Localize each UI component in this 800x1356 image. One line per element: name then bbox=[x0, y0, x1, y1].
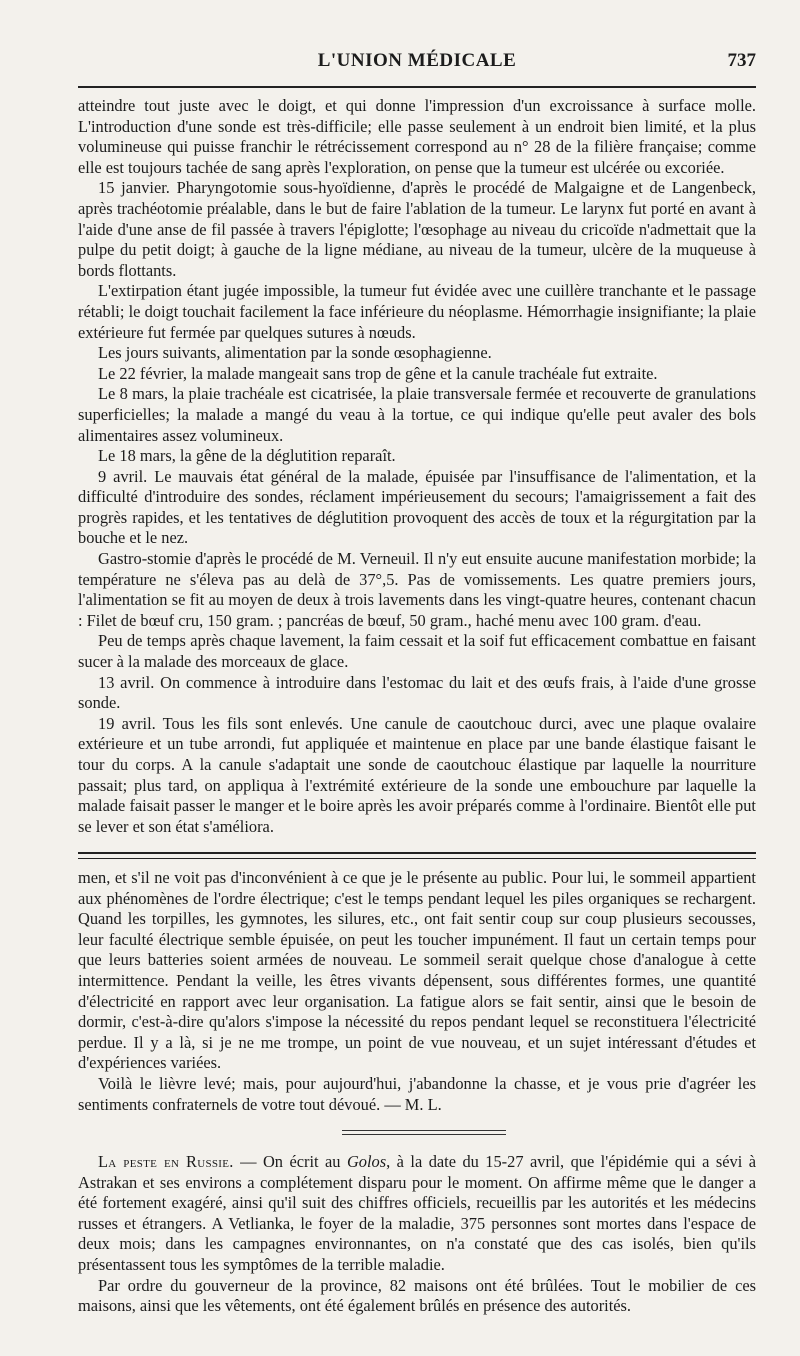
newspaper-name: Golos bbox=[346, 1152, 387, 1171]
feuilleton-paragraph: Voilà le lièvre levé; mais, pour aujourd'hui, j'abandonne la chasse, et je vous prie d'agréer les sentiments confraternels de votre tout dévoué. — M. L. bbox=[78, 1073, 756, 1114]
case-paragraph: Le 18 mars, la gêne de la déglutition reparaît. bbox=[98, 446, 396, 466]
case-paragraph: 19 avril. Tous les fils sont enlevés. Une canule de caoutchouc durci, avec une plaque ovalaire extérieure et un tube arrondi, fut appliquée et maintenue en place par une bande élastique faisant le tour du corps. A la canule s'adaptait une sonde de caoutchouc élastique par laquelle la nourriture passait; plus tard, on appliqua à l'extrémité extérieure de la sonde une embouchure par laquelle la malade faisait passer le manger et le boire après les avoir préparés comme à l'ordinaire. Bientôt elle put se lever et son état s'améliora. bbox=[78, 713, 756, 836]
plague-text: , à la date du 15-27 avril, que l'épidémie qui a sévi à Astrakan et ses environs a complétement disparu pour le moment. On affirme même que le danger a été fortement exagéré, ainsi qu'il suit des chiffres officiels, recueillis par les autorités et les médecins russes et étrangers. A Vetlianka, le foyer de la maladie, 375 personnes sont mortes dans l'espace de deux mois; dans les campagnes environnantes, on n'a constaté que des cas isolés, bien qu'ils présentassent tous les symptômes de la terrible maladie. bbox=[78, 1152, 756, 1274]
case-paragraph: L'extirpation étant jugée impossible, la tumeur fut évidée avec une cuillère tranchante et le passage rétabli; le doigt touchait facilement la face inférieure du néoplasme. Hémorrhagie insignifiante; la plaie extérieure fut fermée par quelques sutures à nœuds. bbox=[78, 281, 756, 342]
feuilleton-paragraph: men, et s'il ne voit pas d'inconvénient à ce que je le présente au public. Pour lui, le sommeil appartient aux phénomènes de l'ordre électrique; c'est le temps pendant lequel les piles organiques se rechargent. Quand les torpilles, les gymnotes, les silures, etc., ont fait sentir coup sur coup plusieurs secousses, leur faculté électrique semble épuisée, on peut les toucher impunément. Il faut un certain temps pour que leurs batteries soient armées de nouveau. Le sommeil serait quelque chose d'analogue à cette intermittence. Pendant la veille, les êtres vivants dépensent, sous différentes formes, une quantité d'électricité en rapport avec leur organisation. La fatigue alors se fait sentir, ainsi que le besoin de dormir, c'est-à-dire qu'alors s'impose la nécessité du repos pendant lequel se reconstituera l'électricité perdue. Il y a là, si je ne me trompe, un point de vue nouveau, et un sujet intéressant d'études et d'expériences variées. bbox=[78, 868, 756, 1073]
case-paragraph: Le 8 mars, la plaie trachéale est cicatrisée, la plaie transversale fermée et recouverte de granulations superficielles; la malade a mangé du veau à la tortue, ce qui indique qu'elle peut avaler des bols alimentaires assez volumineux. bbox=[78, 384, 756, 445]
plague-paragraph bbox=[78, 1152, 756, 1276]
case-paragraph: Gastro-stomie d'après le procédé de M. Verneuil. Il n'y eut ensuite aucune manifestation morbide; la température ne s'éleva pas au delà de 37°,5. Pas de vomissements. Les quatre premiers jours, l'alimentation se fit au moyen de deux à trois lavements dans les vingt-quatre heures, contenant chacun : Filet de bœuf cru, 150 gram. ; pancréas de bœuf, 50 gram., haché menu avec 100 gram. d'eau. bbox=[78, 549, 756, 630]
page-number: 737 bbox=[727, 50, 756, 71]
plague-intro: — On écrit au bbox=[233, 1152, 347, 1171]
feuilleton-separator bbox=[78, 852, 756, 859]
plague-note bbox=[78, 1152, 756, 1317]
case-paragraph: atteindre tout juste avec le doigt, et qui donne l'impression d'un excroissance à surface molle. L'introduction d'une sonde est très-difficile; elle passe seulement à un endroit bien limité, et la plus volumineuse qui puisse franchir le rétrécissement correspond au n° 28 de la filière française; comme elle est toujours tachée de sang après l'exploration, on pense que la tumeur est ulcérée ou excoriée. bbox=[78, 96, 756, 177]
section-divider bbox=[342, 1130, 506, 1135]
case-paragraph: Peu de temps après chaque lavement, la faim cessait et la soif fut efficacement combattue en faisant sucer à la malade des morceaux de glace. bbox=[78, 631, 756, 672]
case-paragraph: 13 avril. On commence à introduire dans l'estomac du lait et des œufs frais, à l'aide d'une grosse sonde. bbox=[78, 672, 756, 713]
running-header bbox=[78, 46, 756, 78]
journal-title: L'UNION MÉDICALE bbox=[317, 50, 517, 71]
plague-paragraph-2: Par ordre du gouverneur de la province, 82 maisons ont été brûlées. Tout le mobilier de ces maisons, ainsi que les vêtements, ont été également brûlés en présence des autorités. bbox=[78, 1275, 756, 1316]
plague-heading: La peste en Russie. bbox=[98, 1152, 234, 1171]
case-paragraph: 15 janvier. Pharyngotomie sous-hyoïdienne, d'après le procédé de Malgaigne et de Langenbeck, après trachéotomie préalable, dans le but de faire l'ablation de la tumeur. Le larynx fut porté en avant à l'aide d'une anse de fil passée à travers l'épiglotte; l'œsophage au niveau du cricoïde n'admettait que la pulpe du petit doigt; à gauche de la ligne médiane, au niveau de la tumeur, ulcère de la muqueuse à bords flottants. bbox=[78, 178, 756, 280]
header-rule bbox=[78, 86, 756, 88]
case-paragraph: Les jours suivants, alimentation par la sonde œsophagienne. bbox=[98, 343, 492, 363]
feuilleton bbox=[78, 868, 756, 1115]
case-report bbox=[78, 96, 756, 837]
case-paragraph: 9 avril. Le mauvais état général de la malade, épuisée par l'insuffisance de l'alimentation, et la difficulté d'introduire des sondes, réclament impérieusement du secours; l'amaigrissement a fait des progrès rapides, et les tentatives de déglutition provoquent des accès de toux et la régurgitation par la bouche et le nez. bbox=[78, 466, 756, 548]
case-paragraph: Le 22 février, la malade mangeait sans trop de gêne et la canule trachéale fut extraite. bbox=[98, 363, 658, 383]
